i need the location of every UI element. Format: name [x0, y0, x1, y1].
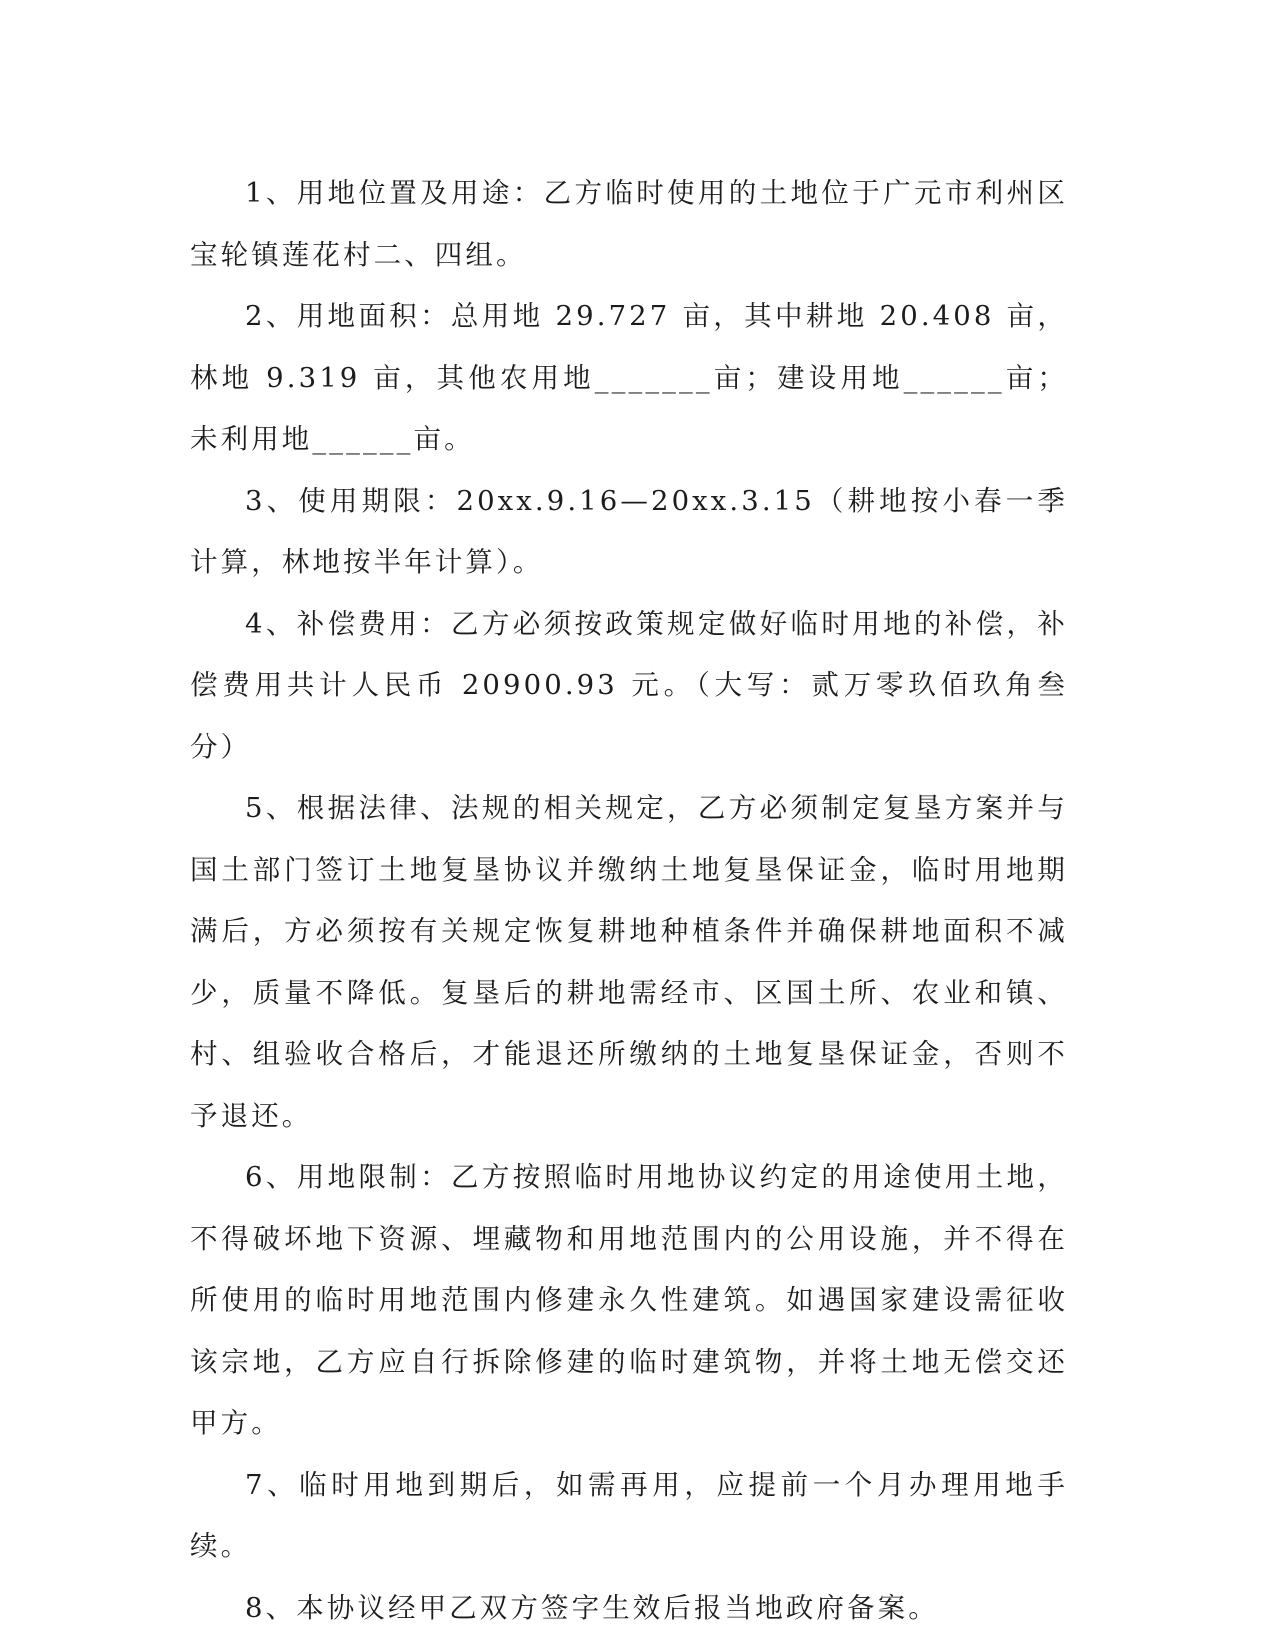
- document-body: [190, 163, 1068, 1639]
- clause-usage-period: 3、使用期限：20xx.9.16—20xx.3.15（耕地按小春一季计算，林地按半年计算）。: [190, 484, 1068, 578]
- clause-land-restrictions: 6、用地限制：乙方按照临时用地协议约定的用途使用土地，不得破坏地下资源、埋藏物和用地范围内的公用设施，并不得在所使用的临时用地范围内修建永久性建筑。如遇国家建设需征收该宗地，乙方应自行拆除修建的临时建筑物，并将土地无偿交还甲方。: [190, 1161, 1068, 1439]
- clause-effectiveness: 8、本协议经甲乙双方签字生效后报当地政府备案。: [245, 1591, 939, 1624]
- clause-compensation: 4、补偿费用：乙方必须按政策规定做好临时用地的补偿，补偿费用共计人民币 20900.93 元。（大写：贰万零玖佰玖角叁分）: [190, 607, 1068, 763]
- clause-renewal: 7、临时用地到期后，如需再用，应提前一个月办理用地手续。: [190, 1468, 1068, 1562]
- clause-reclamation: 5、根据法律、法规的相关规定，乙方必须制定复垦方案并与国土部门签订土地复垦协议并缴纳土地复垦保证金，临时用地期满后，方必须按有关规定恢复耕地种植条件并确保耕地面积不减少，质量不降低。复垦后的耕地需经市、区国土所、农业和镇、村、组验收合格后，才能退还所缴纳的土地复垦保证金，否则不予退还。: [190, 792, 1068, 1132]
- clause-land-area: 2、用地面积：总用地 29.727 亩，其中耕地 20.408 亩，林地 9.319 亩，其他农用地_______亩；建设用地______亩；未利用地______亩。: [190, 300, 1068, 455]
- clause-land-location: 1、用地位置及用途：乙方临时使用的土地位于广元市利州区宝轮镇莲花村二、四组。: [190, 177, 1068, 271]
